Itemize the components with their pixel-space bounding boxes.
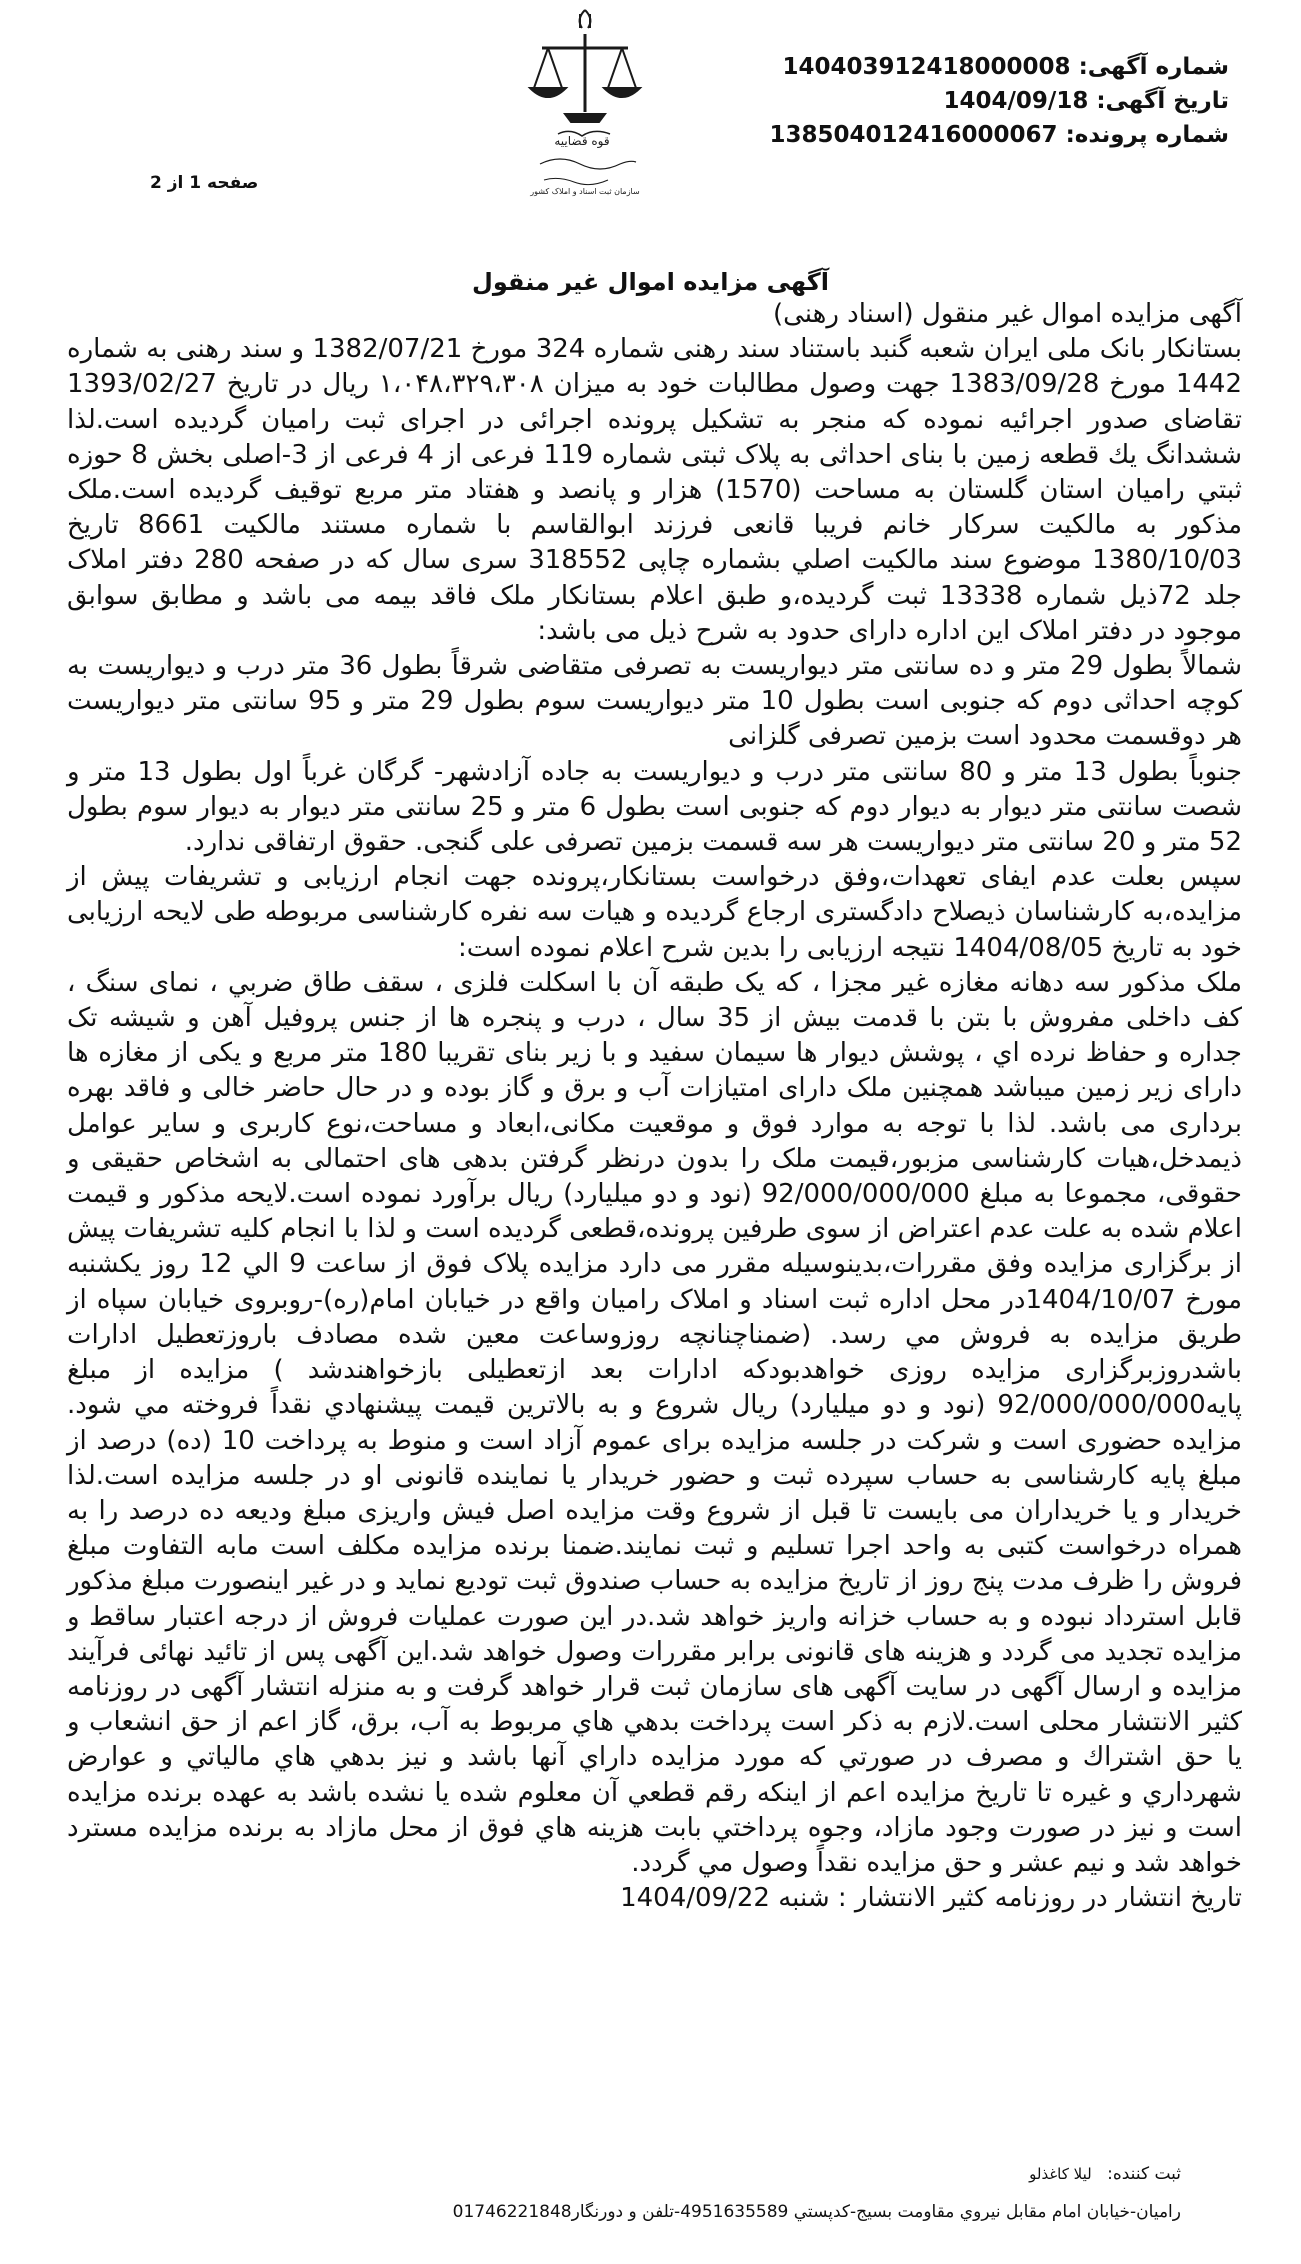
body-paragraph: شمالاً بطول 29 متر و ده سانتی متر دیواریست به تصرفی متقاضی شرقاً بطول 36 متر درب و دیواریست به کوچه احداثی دوم که جنوبی است بطول 10 متر دیواریست سوم بطول 29 متر و 95 سانتی متر دیواریست هر دوقسمت محدود است بزمین تصرفی گلزانی (67, 651, 1243, 752)
office-address: رامیان-خیابان امام مقابل نیروي مقاومت بسیج-کدپستي 4951635589-تلفن و دورنگار01746221848 (452, 2202, 1181, 2222)
logo-caption-judiciary: قوه قضاییه (554, 134, 610, 148)
page-count: صفحه 1 از 2 (150, 173, 259, 193)
file-number-label: شماره پرونده: (1065, 122, 1229, 148)
logo-caption-registration-org: سازمان ثبت اسناد و املاک کشور (530, 187, 640, 196)
notice-meta (769, 50, 1229, 152)
registrar-row (81, 2155, 1181, 2193)
notice-date-row (809, 84, 1229, 118)
notice-date-label: تاریخ آگهی: (1096, 88, 1229, 114)
body-paragraph: تاریخ انتشار در روزنامه کثیر الانتشار : شنبه 1404/09/22 (620, 1883, 1242, 1914)
notice-date: 1404/09/18 (943, 88, 1089, 114)
document-body (67, 297, 1242, 1916)
footer (81, 2155, 1181, 2231)
body-paragraph: جنوباً بطول 13 متر و 80 سانتی متر درب و دیواریست به جاده آزادشهر- گرگان غرباً اول بطول 13 متر و شصت سانتی متر دیوار به دیوار دوم که جنوبی است بطول 6 متر و 25 سانتی متر دیوار به دیوار سوم بطول 52 متر و 20 سانتی متر دیواریست هر سه قسمت بزمین تصرفی علی گنجی. حقوق ارتفاقی ندارد. (67, 756, 1243, 858)
body-paragraph: بستانکار بانک ملی ایران شعبه گنبد باستناد سند رهنی شماره 324 مورخ 1382/07/21 و سند رهنی به شماره 1442 مورخ 1383/09/28 جهت وصول مطالبات خود به میزان ۱،۰۴۸،۳۲۹،۳۰۸ ریال در تاریخ 1393/02/27 تقاضای صدور اجرائیه نموده که منجر به تشکیل پرونده اجرائی در اجرای ثبت رامیان گردیده است.لذا ششدانگ يك قطعه زمین با بنای احداثی به پلاک ثبتی شماره 119 فرعی از 4 فرعی از 3-اصلی بخش 8 حوزه ثبتي رامیان استان گلستان به مساحت (1570) هزار و پانصد و هفتاد متر مربع توقیف گردیده است.ملک مذکور به مالکیت سرکار خانم فریبا قانعی فرزند ابوالقاسم با شماره مستند مالکیت 8661 تاریخ 1380/10/03 موضوع سند مالکیت اصلي بشماره چاپی 318552 سری سال که در صفحه 280 دفتر املاک جلد 72ذیل شماره 13338 ثبت گردیده،و طبق اعلام بستانکار ملک فاقد بیمه می باشد و مطابق سوابق موجود در دفتر املاک این اداره دارای حدود به شرح ذیل می باشد: (67, 334, 1243, 646)
notice-number: 140403912418000008 (782, 54, 1071, 80)
registrar-label: ثبت کننده: (1107, 2164, 1181, 2184)
body-paragraph: آگهی مزایده اموال غیر منقول (اسناد رهنی) (772, 299, 1242, 329)
registrar-name: لیلا کاغذلو (1029, 2165, 1092, 2183)
notice-number-label: شماره آگهی: (1078, 54, 1229, 80)
notice-number-row (782, 50, 1229, 84)
body-paragraph: ملک مذکور سه دهانه مغازه غیر مجزا ، که یک طبقه آن با اسکلت فلزی ، سقف طاق ضربي ، نمای سنگ ، کف داخلی مفروش با بتن با قدمت بیش از 35 سال ، درب و پنجره ها از جنس پروفیل آهن و شیشه تک جداره و حفاظ نرده اي ، پوشش دیوار ها سیمان سفید و با زیر بنای تقریبا 180 متر مربع و یکی از مغازه ها دارای زیر زمین میباشد همچنین ملک دارای امتیازات آب و برق و گاز بوده و در حال حاضر خالی و فاقد بهره برداری می باشد. لذا با توجه به موارد فوق و موقعیت مکانی،ابعاد و مساحت،نوع کاربری و سایر عوامل ذیمدخل،هیات کارشناسی مزبور،قیمت ملک را بدون درنظر گرفتن بدهی های احتمالی به اشخاص حقیقی و حقوقی، مجموعا به مبلغ 92/000/000/000 (نود و دو میلیارد) ریال برآورد نموده است.لایحه مذکور و قیمت اعلام شده به علت عدم اعتراض از سوی طرفین پرونده،قطعی گردیده است و لذا با انجام کلیه تشریفات پیش از برگزاری مزایده وفق مقررات،بدینوسیله مقرر می دارد مزایده پلاک فوق از ساعت 9 الي 12 روز یکشنبه مورخ 1404/10/07در محل اداره ثبت اسناد و املاک رامیان واقع در خیابان امام(ره)-روبروی خیابان سپاه از طریق مزایده به فروش مي رسد. (ضمناچنانچه روزوساعت معین شده مصادف باروزتعطیل ادارات باشدروزبرگزاری مزایده روزی خواهدبودکه ادارات بعد ازتعطیلی بازخواهندشد ) مزایده از مبلغ پایه92/000/000/000 (نود و دو میلیارد) ریال شروع و به بالاترین قیمت پیشنهادي نقداً فروخته مي شود. مزایده حضوری است و شرکت در جلسه مزایده برای عموم آزاد است و منوط به پرداخت 10 (ده) درصد از مبلغ پایه کارشناسی به حساب سپرده ثبت و حضور خریدار یا نماینده قانونی او در جلسه مزایده است.لذا خریدار و یا خریداران می بایست تا قبل از شروع وقت مزایده اصل فیش واریزی مبلغ ودیعه ده درصد را به همراه درخواست کتبی به واحد اجرا تسلیم و ثبت نمایند.ضمنا برنده مزایده مکلف است مابه التفاوت مبلغ فروش را ظرف مدت پنج روز از تاریخ مزایده به حساب صندوق ثبت تودیع نماید و در غیر اینصورت مبلغ مذکور قابل استرداد نبوده و به حساب خزانه واریز خواهد شد.در این صورت عملیات فروش از درجه اعتبار ساقط و مزایده تجدید می گردد و هزینه های قانونی برابر مقررات وصول خواهد شد.این آگهی پس از تائید نهائی فرآیند مزایده و ارسال آگهی در سایت آگهی های سازمان ثبت قرار خواهد گرفت و به منزله انتشار آگهی در روزنامه کثیر الانتشار محلی است.لازم به ذکر است پرداخت بدهي هاي مربوط به آب، برق، گاز اعم از حق انشعاب و یا حق اشتراك و مصرف در صورتي كه مورد مزایده داراي آنها باشد و نیز بدهي هاي مالیاتي و عوارض شهرداري و غیره تا تاریخ مزایده اعم از اینکه رقم قطعي آن معلوم شده یا نشده باشد به عهده برنده مزایده است و نیز در صورت وجود مازاد، وجوه پرداختي بابت هزینه هاي فوق از محل مازاد به برنده مزایده مسترد خواهد شد و نیم عشر و حق مزایده نقداً وصول مي گردد. (67, 967, 1243, 1878)
document-title: آگهی مزایده اموال غیر منقول (472, 268, 829, 296)
judiciary-emblem-logo (520, 4, 650, 204)
file-number-row (769, 118, 1229, 152)
body-paragraph: سپس بعلت عدم ایفای تعهدات،وفق درخواست بستانکار،پرونده جهت انجام ارزیابی و تشریفات پیش از مزایده،به کارشناسان ذیصلاح دادگستری ارجاع گردیده و هیات سه نفره کارشناسی مربوطه طی لایحه ارزیابی خود به تاریخ 1404/08/05 نتیجه ارزیابی را بدین شرح اعلام نموده است: (67, 862, 1242, 963)
file-number: 138504012416000067 (769, 122, 1058, 148)
